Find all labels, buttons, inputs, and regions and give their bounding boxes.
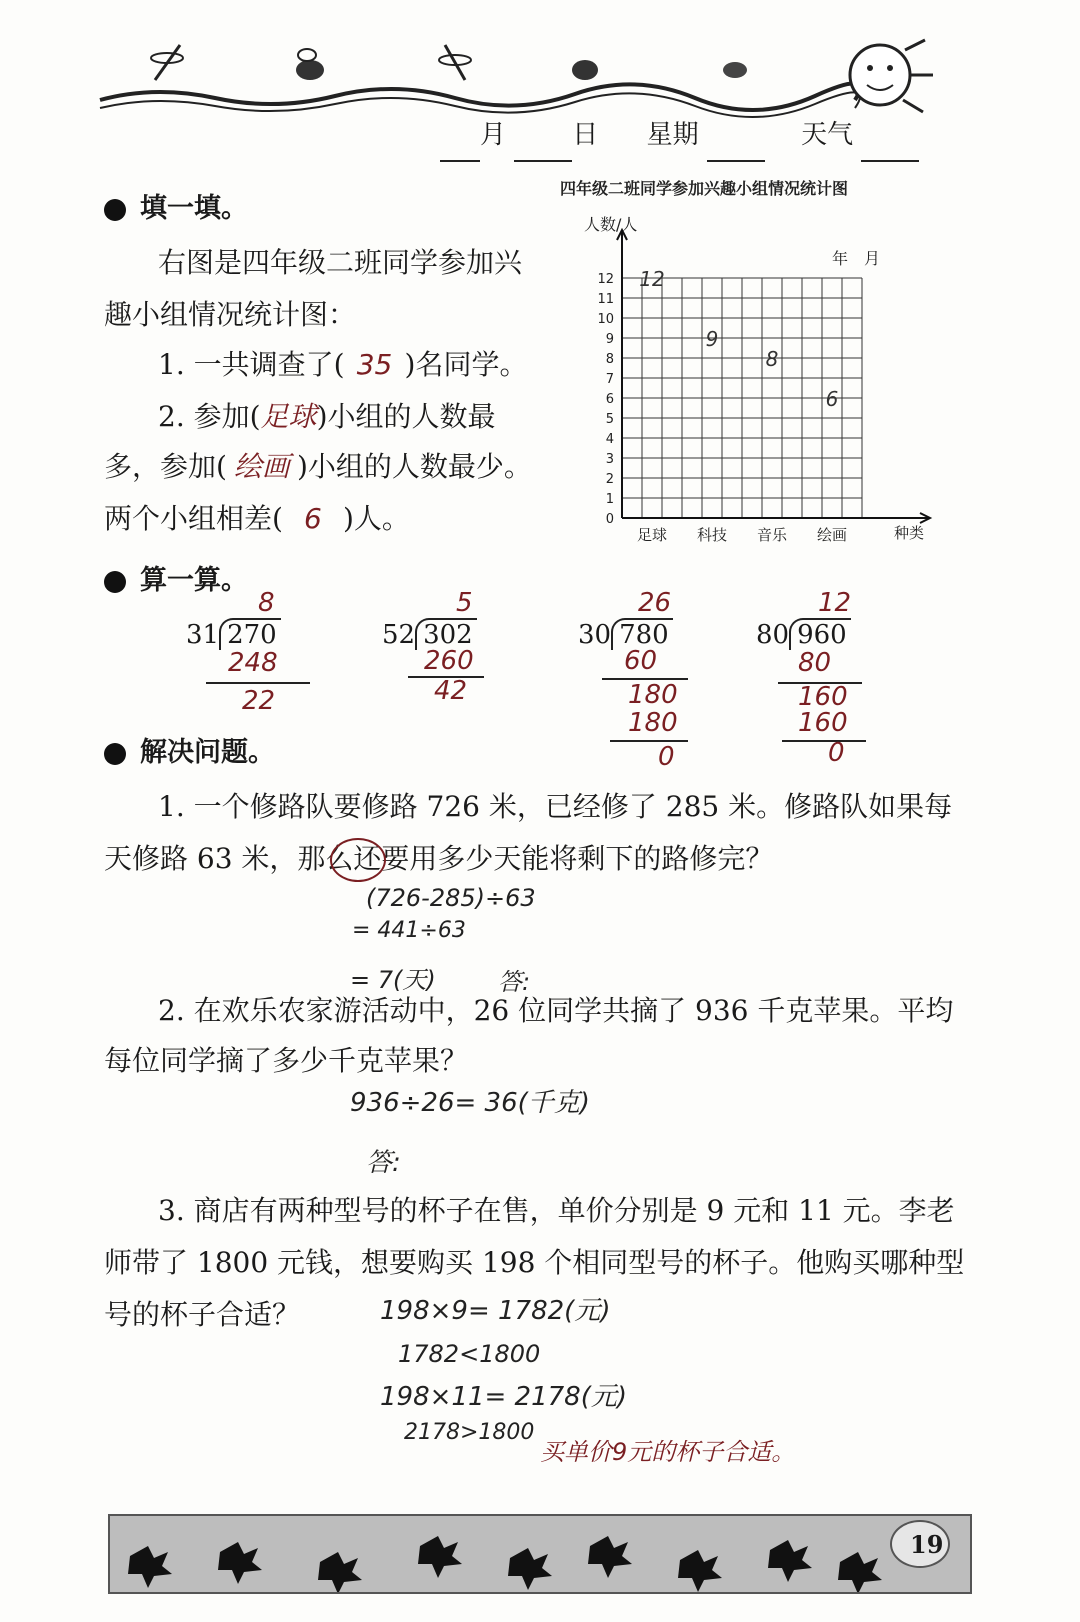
- fill-question-3: 两个小组相差( 6 )人。: [104, 492, 410, 546]
- division-problem-4: [756, 588, 896, 778]
- division-problem-2: [382, 588, 522, 718]
- quotient[interactable]: 5: [456, 588, 473, 618]
- y-tick-label: 11: [597, 292, 614, 307]
- bar-value-label: 12: [639, 267, 665, 291]
- dividend: 780: [611, 618, 673, 650]
- step-product[interactable]: 80: [798, 648, 832, 678]
- y-tick-label: 0: [605, 512, 614, 527]
- p3-answer[interactable]: 买单价9元的杯子合适。: [540, 1438, 796, 1466]
- chart-y-ticks: [597, 272, 614, 527]
- weekday-label: 星期: [646, 120, 699, 150]
- category-label: 足球: [636, 526, 668, 544]
- month-blank[interactable]: [440, 160, 480, 162]
- p1-work-line1[interactable]: (726-285)÷63: [366, 884, 536, 912]
- p2-work-line1[interactable]: 936÷26= 36(千克): [350, 1088, 590, 1118]
- quotient[interactable]: 8: [258, 588, 275, 618]
- bar-chart: [560, 176, 940, 556]
- wave-border: [95, 30, 935, 120]
- p1-work-line3[interactable]: = 7(天): [350, 966, 436, 994]
- y-tick-label: 9: [605, 332, 614, 347]
- step-product-2[interactable]: 160: [798, 708, 848, 738]
- p1-answer[interactable]: 答:: [498, 968, 531, 996]
- dividend: 302: [415, 618, 477, 650]
- dragonfly-icon: [439, 45, 471, 80]
- division-line: [206, 682, 310, 684]
- bullet-icon: [104, 571, 126, 593]
- y-tick-label: 12: [597, 272, 614, 287]
- circle-mark-icon: [330, 838, 386, 882]
- header-decoration: [95, 30, 935, 120]
- step-product[interactable]: 60: [624, 646, 658, 676]
- y-tick-label: 8: [605, 352, 614, 367]
- q2-answer-most[interactable]: 足球: [260, 400, 317, 433]
- y-tick-label: 4: [605, 432, 614, 447]
- remainder[interactable]: 22: [242, 686, 276, 716]
- step-product[interactable]: 248: [228, 648, 278, 678]
- remainder[interactable]: 42: [434, 676, 468, 706]
- y-tick-label: 10: [597, 312, 614, 327]
- problem-3-line3: 号的杯子合适？: [104, 1298, 301, 1331]
- q3-answer[interactable]: 6: [304, 502, 322, 535]
- y-tick-label: 5: [605, 412, 614, 427]
- month-label: 月: [480, 120, 507, 150]
- problem-1-line2: 天修路 63 米，那么还要用多少天能将剩下的路修完？: [104, 842, 774, 875]
- weekday-blank[interactable]: [707, 160, 765, 162]
- problem-2-line1: 2. 在欢乐农家游活动中，26 位同学共摘了 936 千克苹果。平均: [158, 994, 954, 1027]
- fill-intro-line1: 右图是四年级二班同学参加兴: [158, 246, 523, 279]
- y-tick-label: 7: [605, 372, 614, 387]
- dividend: 270: [219, 618, 281, 650]
- fill-question-1: 1. 一共调查了( 35 )名同学。: [158, 338, 527, 392]
- remainder[interactable]: 0: [658, 742, 675, 772]
- p3-work-line2[interactable]: 1782<1800: [398, 1340, 541, 1368]
- chart-svg: [560, 176, 940, 556]
- chart-title: 四年级二班同学参加兴趣小组情况统计图: [560, 179, 849, 198]
- fill-question-2-line2: 多，参加( 绘画 )小组的人数最少。: [104, 440, 532, 494]
- step-product-2[interactable]: 180: [628, 708, 678, 738]
- p3-work-line1[interactable]: 198×9= 1782(元): [380, 1296, 611, 1326]
- chart-categories: [637, 526, 847, 544]
- division-line: [610, 740, 688, 742]
- p1-work-line2[interactable]: = 441÷63: [352, 918, 466, 943]
- bar-value-label: 8: [765, 347, 779, 371]
- bar-value-label: 9: [705, 327, 719, 351]
- step-product[interactable]: 260: [424, 646, 474, 676]
- divisor: 80: [756, 620, 790, 650]
- section-calc-title: 算一算。: [104, 558, 248, 597]
- divisor: 52: [382, 620, 416, 650]
- bee-icon: [296, 49, 324, 80]
- section-solve-title: 解决问题。: [104, 730, 275, 769]
- section-fill-title: 填一填。: [104, 186, 248, 225]
- p3-work-line4[interactable]: 2178>1800: [404, 1420, 535, 1445]
- problem-3-line2: 师带了 1800 元钱，想要购买 198 个相同型号的杯子。他购买哪种型: [104, 1246, 965, 1279]
- q1-answer[interactable]: 35: [356, 348, 393, 381]
- quotient[interactable]: 12: [818, 588, 852, 618]
- fill-question-2: 2. 参加(足球)小组的人数最: [158, 400, 496, 433]
- p3-work-line3[interactable]: 198×11= 2178(元): [380, 1382, 628, 1412]
- divisor: 30: [578, 620, 612, 650]
- sun-face-icon: [850, 40, 933, 112]
- step-remainder[interactable]: 160: [798, 682, 848, 712]
- bug-icon: [723, 62, 747, 78]
- y-tick-label: 2: [605, 472, 614, 487]
- weather-label: 天气: [801, 120, 854, 150]
- chart-date-label: 年 月: [832, 249, 881, 268]
- division-line: [782, 740, 866, 742]
- division-problem-3: [578, 588, 718, 778]
- division-problem-1: [186, 588, 326, 718]
- quotient[interactable]: 26: [638, 588, 672, 618]
- category-label: 科技: [696, 526, 728, 544]
- page-number: 19: [910, 1530, 944, 1559]
- chart-x-label: 种类: [894, 524, 925, 542]
- day-blank[interactable]: [514, 160, 572, 162]
- chart-y-label: 人数/人: [584, 215, 638, 234]
- p2-answer[interactable]: 答:: [366, 1148, 401, 1178]
- leaves-pattern: [110, 1516, 970, 1592]
- remainder[interactable]: 0: [828, 738, 845, 768]
- step-remainder[interactable]: 180: [628, 680, 678, 710]
- beetle-icon: [572, 60, 598, 80]
- problem-1-line1: 1. 一个修路队要修路 726 米，已经修了 285 米。修路队如果每: [158, 790, 953, 823]
- category-label: 绘画: [816, 526, 848, 544]
- y-tick-label: 6: [605, 392, 614, 407]
- bullet-icon: [104, 199, 126, 221]
- problem-2-line2: 每位同学摘了多少千克苹果？: [104, 1044, 469, 1077]
- y-tick-label: 1: [605, 492, 614, 507]
- problem-3-line1: 3. 商店有两种型号的杯子在售，单价分别是 9 元和 11 元。李老: [158, 1194, 955, 1227]
- footer-decoration: [108, 1514, 972, 1594]
- bar-value-label: 6: [825, 387, 839, 411]
- fill-intro-line2: 趣小组情况统计图：: [104, 298, 357, 331]
- day-label: 日: [572, 120, 599, 150]
- dividend: 960: [789, 618, 851, 650]
- y-tick-label: 3: [605, 452, 614, 467]
- category-label: 音乐: [756, 526, 788, 544]
- date-line: [440, 108, 919, 162]
- weather-blank[interactable]: [861, 160, 919, 162]
- divisor: 31: [186, 620, 220, 650]
- q2-answer-least[interactable]: 绘画: [233, 450, 290, 483]
- dragonfly-icon: [151, 45, 183, 80]
- bullet-icon: [104, 743, 126, 765]
- chart-value-labels: [639, 267, 838, 411]
